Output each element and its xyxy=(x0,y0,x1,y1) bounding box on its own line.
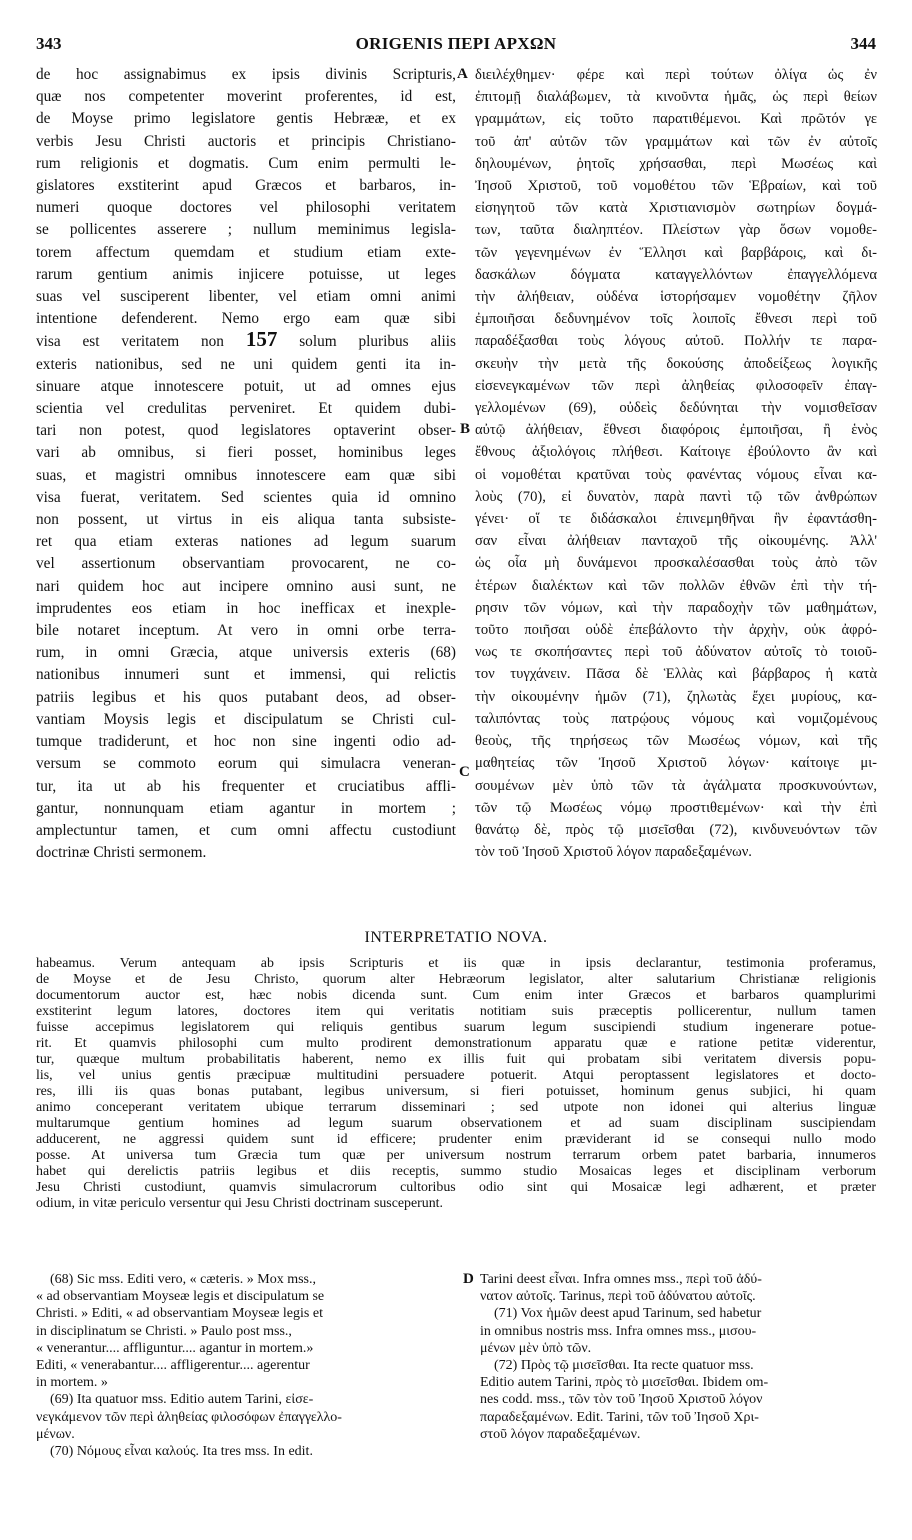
margin-marker-a: A xyxy=(457,66,468,82)
interpretatio-line: tur, quæque multum probabilitatis haberent, nemo ex illis fuit qui probatam sibi veritatem diversis popu- xyxy=(36,1052,876,1067)
latin-column xyxy=(36,64,456,864)
footnote-line: in mortem. » xyxy=(36,1375,108,1391)
latin-line: nari quidem hoc aut incipere omnino ausi sunt, ne xyxy=(36,577,456,595)
footnote-line: μένων. xyxy=(36,1426,75,1442)
interpretatio-nova-text xyxy=(36,956,876,1212)
latin-line: numeri quoque doctores vel philosophi veritatem xyxy=(36,199,456,217)
interpretatio-line: exstiterint legum latores, doctores item qui veritatis notitiam suis præceptis pollicerentur, nullum tamen xyxy=(36,1004,876,1019)
interpretatio-line: animo conceperant veritatem ubique terrarum disseminari ; sed utpote non idonei qui alterius linguæ xyxy=(36,1100,876,1115)
latin-line: nationibus innumeri sunt et immensi, qui relictis xyxy=(36,666,456,684)
footnote-line: (70) Νόμους εἶναι καλούς. Ita tres mss. In edit. xyxy=(50,1444,313,1460)
greek-line: γελλομένων (69), οὐδεὶς δεδύνηται τὴν νομισθεῖσαν xyxy=(475,400,877,417)
margin-marker-d: D xyxy=(463,1271,474,1287)
greek-line: τὴν ἀλήθειαν, οὐδένα ἱστορήσαμεν νομοθέτην ζῆλον xyxy=(475,289,877,306)
greek-line: ἔθνους ἀξιολόγοις πλήθεσι. Καίτοιγε ἐβούλοντο ἂν καὶ xyxy=(475,444,877,461)
latin-line: rum, in omni Græcia, atque universis exteris (68) xyxy=(36,644,456,662)
footnotes-left xyxy=(36,1271,456,1460)
footnote-line: in omnibus nostris mss. Infra omnes mss., μισου- xyxy=(480,1323,757,1339)
latin-line-part: visa est veritatem non xyxy=(36,333,224,351)
interpretatio-line: adducerent, ne aggressi quidem sunt id efficere; prudenter enim præviderant id se consequi nullo modo xyxy=(36,1132,876,1147)
greek-line: παραδέξασθαι τοὺς λόγους αὐτοῦ. Πολλήν τε παρα- xyxy=(475,333,877,350)
latin-line: rarum gentium animis injicere potuisse, ut leges xyxy=(36,265,456,283)
footnote-line: « ad observantiam Moyseæ legis et discipulatum se xyxy=(36,1289,325,1305)
latin-line: rum religionis et dogmatis. Cum enim permulti le- xyxy=(36,154,456,172)
latin-line: vantiam Moysis legis et discipulatum se Christi cul- xyxy=(36,710,456,728)
interpretatio-line: odium, in vitæ periculo versentur qui Jesu Christi doctrinam susceperunt. xyxy=(36,1196,444,1211)
latin-line-part: solum pluribus aliis xyxy=(299,333,456,351)
interpretatio-line: documentorum auctor est, hæc nobis dicenda sunt. Cum enim inter Græcos et barbaros quamplurimi xyxy=(36,988,876,1003)
greek-line: σκευὴν τὴν μετὰ τῆς δοκούσης ἀποδείξεως λογικῆς xyxy=(475,355,877,372)
latin-line: gislatores exstiterint apud Græcos et barbaros, in- xyxy=(36,177,456,195)
latin-line: sinuare atque innotescere potuit, ut ad omnes ejus xyxy=(36,377,456,395)
footnotes-right xyxy=(480,1271,876,1443)
footnote-line: νατον αὐτοῖς. Tarinus, περὶ τοῦ ἀδύνατου αὐτοῖς. xyxy=(480,1289,756,1305)
greek-line: σαν εἶναι ἀλήθειαν πανταχοῦ τῆς οἰκουμένης. Ἀλλ' xyxy=(475,533,877,550)
greek-line: λοὺς (70), εἰ δυνατὸν, παρὰ παντὶ τῷ τῶν ἀνθρώπων xyxy=(475,488,877,505)
greek-line: Ἰησοῦ Χριστοῦ, τοῦ νομοθέτου τῶν Ἑβραίων, καὶ τοῦ xyxy=(475,178,877,195)
greek-line: νως τε σκοπήσαντες περὶ τοῦ ἀδύνατον αὐτοῖς τὸ τοιοῦ- xyxy=(475,644,877,661)
greek-line: ἐπιτομῇ διαλάβωμεν, τὰ κινοῦντα ἡμᾶς, ὡς περὶ θείων xyxy=(475,89,877,106)
greek-line: τὴν οἰκουμένην ἡμῶν (71), ζηλωτὰς ἔχει μυρίους, κα- xyxy=(475,688,877,705)
footnote-line: nes codd. mss., τῶν τὸν τοῦ Ἰησοῦ Χριστοῦ λόγον xyxy=(480,1392,763,1408)
footnote-line: στοῦ λόγον παραδεξαμένων. xyxy=(480,1426,641,1442)
page-number-right: 344 xyxy=(850,34,876,53)
footnote-line: in disciplinatum se Christi. » Paulo post mss., xyxy=(36,1323,292,1339)
latin-line: gantur, nonnunquam etiam agantur in mortem ; xyxy=(36,799,456,817)
greek-line: ὡς οἷα μὴ δυνάμενοι προσκαλέσασθαι τοὺς ἀπὸ τῶν xyxy=(475,555,877,572)
greek-line: γραμμάτων, εἰς τοῦτο παρατιθέμενοι. Καὶ πρῶτόν γε xyxy=(475,111,877,128)
interpretatio-line: res, illi iis quas bonas putabant, legibus universum, si fieri potuisset, hominum genus subjici, hi quam xyxy=(36,1084,876,1099)
footnote-line: Tarini deest εἶναι. Infra omnes mss., περὶ τοῦ ἀδύ- xyxy=(480,1272,762,1287)
interpretatio-line: de Moyse et de Jesu Christo, quorum alter Hebræorum legislator, alter salutarium Christianæ religionis xyxy=(36,972,876,987)
greek-line: τὸν τοῦ Ἰησοῦ Χριστοῦ λόγον παραδεξαμένων. xyxy=(475,844,752,861)
latin-line: torem affectum quemdam et studium etiam exte- xyxy=(36,243,456,261)
interpretatio-line: rit. Et quamvis philosophi cum multo prodirent demonstrationum apparatu quæ e ratione petitæ viderentur, xyxy=(36,1036,876,1051)
section-title: INTERPRETATIO NOVA. xyxy=(364,929,548,946)
margin-marker-b: B xyxy=(460,421,471,437)
latin-line: imprudentes eos etiam in hoc inefficax et inexple- xyxy=(36,599,456,617)
greek-line: αὐτῷ ἀλήθειαν, ἔθνεσι διαφόροις ἐμποιῆσαι, ἢ ἑνὸς xyxy=(475,422,877,439)
latin-line: scientia vel credulitas perveniret. Et quidem dubi- xyxy=(36,400,456,418)
latin-line: ret qua etiam exteras nationes ad legum suarum xyxy=(36,533,456,551)
running-title: ORIGENIS ΠΕΡΙ ΑΡΧΩΝ xyxy=(355,34,557,53)
latin-line: intentione defenderent. Nemo ergo eam quæ sibi xyxy=(36,310,456,328)
greek-line: διειλέχθημεν· φέρε καὶ περὶ τούτων ὀλίγα ὡς ἐν xyxy=(475,67,877,83)
greek-line: δασκάλων δόγματα καταγγελλόντων ἐπαγγελλόμενα xyxy=(475,266,877,283)
latin-line: se pollicentes asserere ; nullum meminimus legisla- xyxy=(36,221,456,239)
greek-line: θεοὺς, τῆς τηρήσεως τῶν Μωσέως νόμων, καὶ τῆς xyxy=(475,733,877,750)
greek-line: σουμένων μὲν ὑπὸ τῶν τὰ ἀγάλματα προσκυνούντων, xyxy=(475,777,877,794)
latin-line: patriis legibus et his quos putabant deos, ad obser- xyxy=(36,688,456,706)
footnote-line: (72) Πρὸς τῷ μισεῖσθαι. Ita recte quatuor mss. xyxy=(494,1358,754,1374)
latin-line: quæ nos competenter moverint proferentes, id est, xyxy=(36,88,456,106)
latin-line: vari ab omnibus, si fieri posset, hominibus leges xyxy=(36,444,456,462)
greek-line: θανάτῳ δὲ, πρὸς τῷ μισεῖσθαι (72), κινδυνευόντων τῶν xyxy=(475,821,877,838)
greek-line: εἰσηγητοῦ τῶν κατὰ Χριστιανισμὸν σωτηρίων δογμά- xyxy=(475,200,877,217)
greek-line: τῶν γεγενημένων ἐν Ἕλλησι καὶ βαρβάροις, καὶ δι- xyxy=(475,244,877,261)
interpretatio-line: lis, vel unius gentis præcipuæ multitudini persuadere potuerit. Atqui peroptassent legislatores et docto- xyxy=(36,1068,876,1083)
footnote-line: (69) Ita quatuor mss. Editio autem Tarini, εἰσε- xyxy=(50,1392,314,1408)
greek-line: τοῦ ἀπ' αὐτῶν τῶν γραμμάτων καὶ τῶν ἐν αὐτοῖς xyxy=(475,133,877,150)
latin-line: tur, ita ut ab his frequenter et cruciatibus affli- xyxy=(36,777,456,795)
latin-line: visa fuerat, veritatem. Sed scientes quia id omnino xyxy=(36,488,456,506)
latin-line: suas vel susciperent libenter, vel etiam omni animi xyxy=(36,288,456,306)
latin-line: vel assertionum observantiam provocarent, ne co- xyxy=(36,555,456,573)
greek-line: εἰσενεγκαμένων τῶν περὶ ἀληθείας φιλοσοφεῖν ἐπαγ- xyxy=(475,377,877,394)
greek-line: μαθητείας τῶν Ἰησοῦ Χριστοῦ λόγων· καίτοιγε μι- xyxy=(475,755,877,772)
greek-line: οἱ νομοθέται κρατῦναι τοὺς φανέντας νόμους εἶναι κα- xyxy=(475,466,877,483)
latin-line: tari non potest, quod legislatores optaverint obser- xyxy=(36,422,456,440)
footnote-line: Editi, « venerabantur.... affligerentur.... agerentur xyxy=(36,1358,310,1374)
greek-line: ἑτέρων διαλέκτων καὶ τῶν πολλῶν ἐθνῶν ἐπὶ τὴν τή- xyxy=(475,577,877,594)
interpretatio-line: Jesu Christi custodiunt, quamvis simulacrorum cultoribus odio sint qui Mosaicæ legi adhærent, et præter xyxy=(36,1180,876,1195)
latin-line: exteris nationibus, sed ne uni quidem genti ita in- xyxy=(36,355,456,373)
footnote-line: παραδεξαμένων. Edit. Tarini, τῶν τοῦ Ἰησοῦ Χρι- xyxy=(480,1409,759,1425)
interpretatio-line: habet qui derelictis patriis legibus et diis receptis, summo studio Mosaicas leges et disciplinam verborum xyxy=(36,1164,876,1179)
greek-line: ἐμποιῆσαι δεδυνημένον τοῖς λοιποῖς ἔθνεσι περὶ τοῦ xyxy=(475,311,877,328)
interpretatio-line: multarumque gentium homines ad legum suarum observationem et ad suam disciplinam suscipiendam xyxy=(36,1116,876,1131)
footnote-line: « venerantur.... affliguntur.... agantur in mortem.» xyxy=(36,1340,314,1356)
footnote-line: νεγκάμενον τῶν περὶ ἀληθείας φιλοσόφων ἐπαγγελλο- xyxy=(36,1409,342,1425)
latin-line: non possent, ut virtus in eis aliqua tanta subsiste- xyxy=(36,511,456,529)
running-header xyxy=(36,34,876,58)
interpretatio-line: fuisse accepimus legislatorem qui reliquis gentibus suarum legum suscipiendi studium ingenerare potue- xyxy=(36,1020,876,1035)
footnote-line: Editio autem Tarini, πρὸς τὸ μισεῖσθαι. Ibidem om- xyxy=(480,1375,769,1391)
latin-line: tumque tradiderunt, et hoc non sine ingenti odio ad- xyxy=(36,733,456,751)
footnote-line: (71) Vox ἡμῶν deest apud Tarinum, sed habetur xyxy=(494,1306,762,1322)
greek-line: τοῦτο ποιῆσαι οὐδὲ ἐπεβάλοντο τὴν ἀρχὴν, οὐκ ἀφρό- xyxy=(475,622,877,639)
footnote-line: Christi. » Editi, « ad observantiam Moyseæ legis et xyxy=(36,1306,323,1322)
greek-line: τῶν τῷ Μωσέως νόμῳ προστιθεμένων· καὶ τὴν ἐπὶ xyxy=(475,799,877,816)
latin-line: versum se commoto eorum qui simulacra veneran- xyxy=(36,755,456,773)
greek-line: ρησιν τῶν νόμων, καὶ τὴν παραδοχὴν τῶν μαθημάτων, xyxy=(475,599,877,616)
latin-line: suas, et magistri omnibus innotescere eam quæ sibi xyxy=(36,466,456,484)
interpretatio-line: posse. At universa tum Græcia tum quæ per universum nostrum terrarum orbem patet barbaria, innumeros xyxy=(36,1148,876,1163)
latin-line: de Moyse primo legislatore gentis Hebrææ, et ex xyxy=(36,110,456,128)
greek-column xyxy=(475,64,877,863)
latin-line: de hoc assignabimus ex ipsis divinis Scripturis, xyxy=(36,66,456,83)
greek-line: τον τυγχάνειν. Πᾶσα δὲ Ἑλλὰς καὶ βάρβαρος ἡ κατὰ xyxy=(475,666,877,683)
greek-line: γένει· οἵ τε διδάσκαλοι ἐπινεμηθῆναι ἣν ἐφαντάσθη- xyxy=(475,511,877,528)
footnote-line: μένων μὲν ὑπὸ τῶν. xyxy=(480,1340,592,1356)
latin-line: amplectuntur tamen, et cum omni affectu custodiunt xyxy=(36,821,456,839)
column-number: 157 xyxy=(245,330,278,352)
interpretatio-line: habeamus. Verum antequam ab ipsis Scripturis et iis quæ in ipsis declarantur, testimonia proferamus, xyxy=(36,956,876,971)
latin-line: doctrinæ Christi sermonem. xyxy=(36,844,207,862)
greek-line: δηλουμένων, ῥητοῖς χρήσασθαι, περὶ Μωσέως καὶ xyxy=(475,155,877,172)
latin-line-with-column-number xyxy=(36,330,456,353)
latin-line: bile notaret inceptum. At vero in omni orbe terra- xyxy=(36,622,456,640)
page-number-left: 343 xyxy=(36,34,62,53)
greek-line: των, ταῦτα διαληπτέον. Πλείστων γὰρ ὅσων νομοθε- xyxy=(475,222,877,239)
latin-line: verbis Jesu Christi auctoris et principis Christiano- xyxy=(36,132,456,150)
footnote-line: (68) Sic mss. Editi vero, « cæteris. » Mox mss., xyxy=(50,1272,316,1287)
margin-marker-c: C xyxy=(459,764,470,780)
greek-line: ταλιπόντας τοὺς πατρῴους νόμους καὶ νομιζομένους xyxy=(475,710,877,727)
